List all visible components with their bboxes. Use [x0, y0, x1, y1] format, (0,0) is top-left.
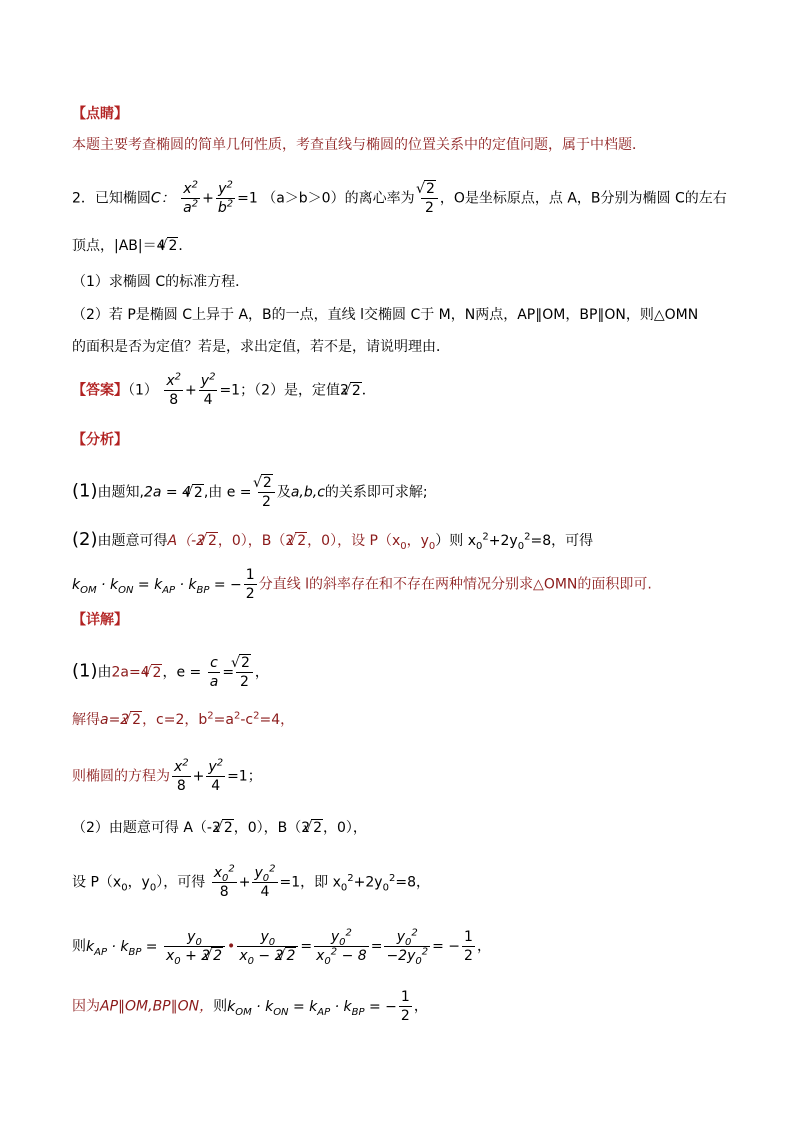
detail-l1-a: 由 [97, 664, 112, 681]
ans-x2-over-8: $\frac{x^2}{8}$ [166, 371, 182, 408]
detail-line-5: 设 $P(x_0$，$y_0$），可得 $\frac{x_0^2}{8}$ + $\frac{y_0^2}{4}$ =1，即 $x_0^2+2y_0^2=8$， [72, 863, 430, 900]
neg-half-1: $\frac{1}{2}$ [245, 567, 255, 602]
eq-y2-over-4: $\frac{y^2}{4}$ [208, 757, 224, 794]
answer-value: 2 [340, 382, 349, 399]
problem-intro: 已知椭圆 [94, 190, 151, 207]
problem-line2-text: 顶点，|AB|＝4 [72, 238, 166, 254]
analysis-line-3: $k_{OM} \cdot k_{ON} = k_{AP} \cdot k_{BP}$ = − $\frac{1}{2}$ 分直线 l的斜率存在和不存在两种情况分别求△OMN的面积即可. [72, 567, 652, 602]
analysis-l2-g: =8，可得 [530, 533, 594, 549]
detail-l5-c: ），可得 [156, 874, 206, 891]
analysis-l2-d: ，0），设 P（x [307, 533, 401, 549]
analysis-l2-c: ，0），B（2 [217, 533, 295, 549]
x2-over-a2: $\frac{x^2}{a^2}$ [183, 179, 199, 216]
detail-l7-a: 因为 [72, 998, 100, 1015]
problem-condition: （a＞b＞0）的离心率为 [262, 190, 415, 207]
analysis-l2-f: ）则 x [435, 533, 477, 549]
detail-l1-c: ，e = [162, 664, 202, 681]
c-over-a: $\frac{c}{a}$ [209, 655, 219, 690]
analysis-l2-e: ，y [406, 533, 429, 549]
q2-line-1: （2）若 P是椭圆 C上异于 A，B的一点，直线 l交椭圆 C于 M，N两点，AP∥OM，BP∥ON，则△OMN [72, 307, 699, 323]
heading-detail: 【详解】 [72, 612, 128, 628]
detail-line-4: （2）由题意可得 A（-2√ 2，0），B（2√ 2，0）， [72, 818, 367, 838]
analysis-l1-f: 的关系即可求解; [324, 484, 428, 501]
problem-after-e: ，O是坐标原点，点 A，B分别为椭圆 C的左右 [439, 190, 727, 207]
detail-line-3: 则椭圆的方程为 $\frac{x^2}{8}$ + $\frac{y^2}{4}$ =1； [72, 757, 262, 794]
slope-bp: $\frac{y_0}{x_0 - 2√ 2}$ [237, 928, 298, 965]
neg-half-2: $\frac{1}{2}$ [464, 929, 473, 964]
analysis-l1-e: a,b,c [290, 484, 325, 501]
detail-l4-b: ，0），B（2 [233, 820, 311, 836]
detail-l7-c: 则 [213, 998, 228, 1015]
detail-l5-b: ，y [127, 874, 150, 891]
heading-answer: 【答案】 [72, 382, 128, 399]
detail-line-1: (1)由2a=4√ 2，e = $\frac{c}{a}$ = √ $\frac{2}{2}$ ， [72, 654, 269, 691]
detail-line-2: 解得a=2√ 2，c=2，$b^2=a^2-c^2=4$， [72, 710, 294, 730]
analysis-l3-tail: 分直线 l的斜率存在和不存在两种情况分别求△OMN的面积即可. [258, 576, 652, 593]
detail-line-6: 则$k_{AP} \cdot k_{BP}$ = $\frac{y_0}{x_0 + 2√ 2}$ • $\frac{y_0}{x_0 - 2√ 2}$ = $\frac{y_0^2}{x_0^2 - 8}$ = $\frac{y_0^2}{-2y_0^2}$ = − $\frac{1}{2}$ ， [72, 928, 491, 965]
y0-sq-over-4: $\frac{y_0^2}{4}$ [254, 863, 276, 900]
detail-l2-d: =4， [259, 712, 295, 728]
analysis-line-2: (2)由题意可得A（-2√ 2，0），B（2√ 2，0），设 $P(x_0$，$y_0$）则 $x_0^2+2y_0^2=8$，可得 [72, 530, 593, 551]
q1: （1）求椭圆 C的标准方程． [72, 274, 250, 290]
analysis-ecc-fraction: √ $\frac{2}{2}$ [258, 474, 275, 511]
analysis-l1-d: 及 [276, 484, 291, 501]
detail-l5-a: 设 P（x [72, 874, 122, 891]
analysis-l1-c: ,由 e = [203, 484, 252, 501]
detail-l4-c: ，0）， [323, 820, 367, 836]
answer-part1-prefix: （1） [128, 382, 158, 399]
detail-l6-a: 则 [72, 938, 86, 955]
c-label: C： [150, 190, 175, 207]
detail-line-7: 因为AP∥OM,BP∥ON，则$k_{OM} \cdot k_{ON} = k_{AP} \cdot k_{BP}$ = − $\frac{1}{2}$ ， [72, 989, 428, 1024]
ratio-1: $\frac{y_0^2}{x_0^2 - 8}$ [316, 927, 367, 967]
problem-line-1: 2．已知椭圆C： $\frac{x^2}{a^2}$ + $\frac{y^2}{b^2}$ =1 （a＞b＞0）的离心率为 √ $\frac{2}{2}$ ，O是坐标原点，点 A，B分别为椭圆 C的左右 [72, 180, 727, 217]
detail-l2-c: ，c=2，b [142, 712, 208, 728]
q2-line-2: 的面积是否为定值？若是，求出定值，若不是，请说明理由． [72, 339, 450, 355]
slope-ap: $\frac{y_0}{x_0 + 2√ 2}$ [164, 928, 225, 965]
answer-line: 【答案】（1） $\frac{x^2}{8}$ + $\frac{y^2}{4}$ =1；（2）是，定值2√ 2． [72, 372, 376, 409]
analysis-l2-b: A（-2 [167, 533, 206, 549]
ratio-2: $\frac{y_0^2}{-2y_0^2}$ [386, 927, 429, 967]
x0-sq-over-8: $\frac{x_0^2}{8}$ [213, 863, 235, 900]
detail-l4: （2）由题意可得 A（-2 [72, 820, 221, 836]
eq-x2-over-8: $\frac{x^2}{8}$ [174, 757, 189, 794]
answer-part1-suffix: ；（2）是，定值 [240, 382, 341, 399]
heading-dianjing: 【点睛】 [72, 106, 128, 122]
dianjing-text: 本题主要考查椭圆的简单几何性质，考查直线与椭圆的位置关系中的定值问题，属于中档题． [72, 137, 646, 153]
heading-analysis: 【分析】 [72, 432, 128, 448]
detail-l2-a: 解得 [72, 712, 100, 728]
neg-half-3: $\frac{1}{2}$ [400, 989, 410, 1024]
detail-l5-e: =8， [395, 874, 430, 891]
ecc-fraction: √ $\frac{2}{2}$ [421, 180, 438, 217]
analysis-l1-a: 由题知, [97, 484, 144, 501]
problem-number: 2． [72, 190, 95, 207]
analysis-line-1: (1)由题知,2a = 4√ 2,由 e = √ $\frac{2}{2}$ 及a,b,c的关系即可求解; [72, 474, 428, 511]
detail-l1-b: 2a=4 [111, 664, 150, 681]
analysis-l1-b: 2a = 4 [143, 484, 191, 501]
ans-y2-over-4: $\frac{y^2}{4}$ [200, 371, 216, 408]
detail-l5-d: ，即 x [300, 874, 341, 891]
analysis-l2-a: 由题意可得 [97, 533, 168, 549]
sqrt2-over-2: √ $\frac{2}{2}$ [236, 654, 253, 691]
detail-l7-b: AP∥OM,BP∥ON， [100, 998, 214, 1015]
problem-line-2: 顶点，|AB|＝4√ 2． [72, 236, 192, 256]
detail-l2-b: a=2 [100, 712, 130, 728]
detail-l3-a: 则椭圆的方程为 [72, 768, 170, 785]
y2-over-b2: $\frac{y^2}{b^2}$ [217, 179, 234, 216]
